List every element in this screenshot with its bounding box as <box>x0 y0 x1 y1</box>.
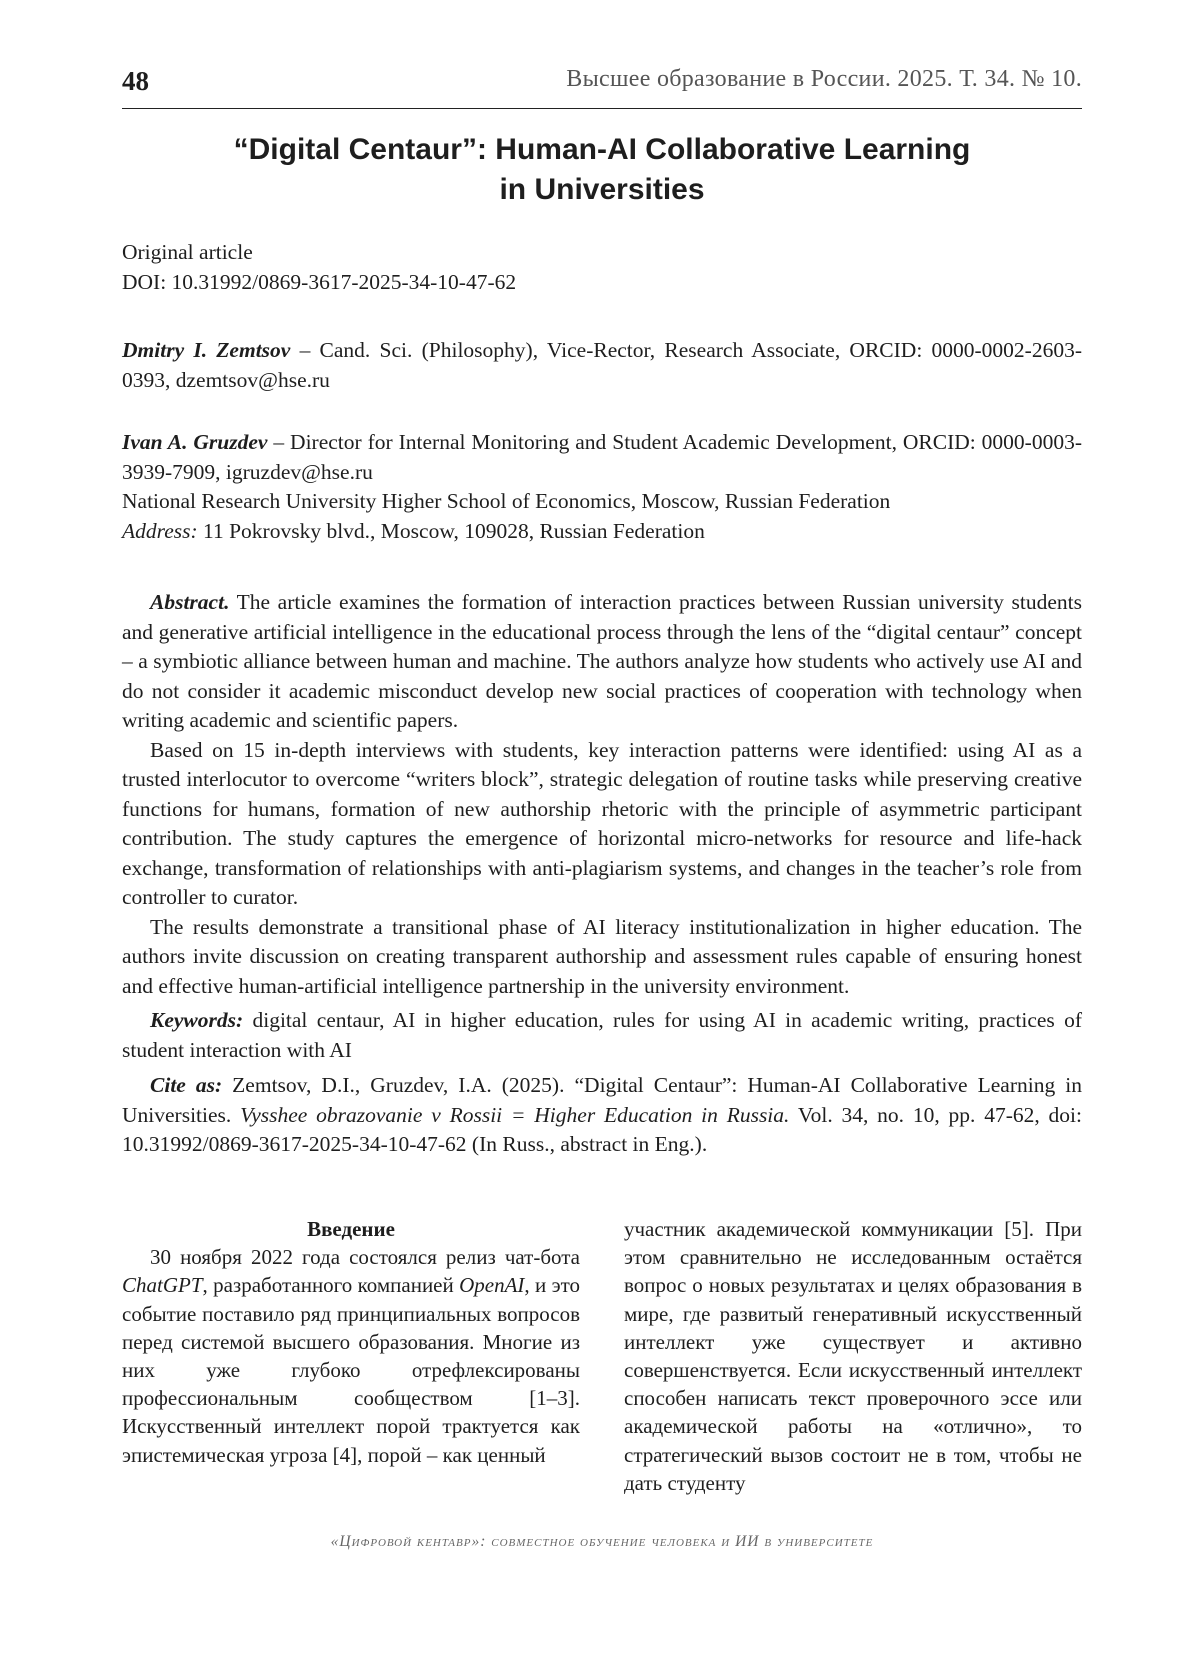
page-number: 48 <box>122 66 149 96</box>
keywords <box>122 1006 1082 1065</box>
intro-continuation: участник академической коммуникации [5]. При этом сравнительно не исследованным остаётся вопрос о новых результатах и целях образования в мире, где развитый генеративный искусственный интеллект уже существует и активно совершенствуется. Если искусственный интеллект способен написать текст проверочного эссе или академической работы на «отлично», то стратегический вызов состоит не в том, чтобы не дать студенту <box>624 1217 1082 1495</box>
article-title <box>122 130 1082 210</box>
intro-openai: OpenAI <box>459 1273 525 1298</box>
cite-text-1: Zemtsov, D.I., Gruzdev, I.A. (2025). “Digital Centaur”: Human-AI Collaborative Learning in Universities. <box>122 1073 1082 1127</box>
keywords-label: Keywords: <box>150 1008 244 1032</box>
author-2 <box>122 428 1082 487</box>
affiliation: National Research University Higher School of Economics, Moscow, Russian Federation <box>122 489 891 513</box>
abstract-label: Abstract. <box>150 590 230 614</box>
intro-text-a: 30 ноября 2022 года состоялся релиз чат-бота <box>150 1245 580 1270</box>
address-value: 11 Pokrovsky blvd., Moscow, 109028, Russian Federation <box>197 518 705 543</box>
body-column-right <box>624 1215 1082 1497</box>
intro-paragraph <box>122 1243 580 1469</box>
keywords-text: digital centaur, AI in higher education, rules for using AI in academic writing, practices of student interaction with AI <box>122 1008 1082 1062</box>
abstract <box>122 588 1082 1160</box>
running-footer: «Цифровой кентавр»: совместное обучение человека и ИИ в университете <box>330 1533 874 1550</box>
cite-label: Cite as: <box>150 1073 223 1097</box>
running-header <box>122 64 1082 109</box>
body-column-left <box>122 1215 580 1469</box>
cite-text-2: Vol. 34, no. 10, pp. 47-62, doi: 10.31992/0869-3617-2025-34-10-47-62 (In Russ., abstract in Eng.). <box>122 1102 1082 1156</box>
title-line-2: in Universities <box>499 173 705 206</box>
abstract-text-1: The article examines the formation of interaction practices between Russian university students and generative artificial intelligence in the educational process through the lens of the “digital centaur” concept – a symbiotic alliance between human and machine. The authors analyze how students who actively use AI and do not consider it academic misconduct develop new social practices of cooperation with technology when writing academic and scientific papers. <box>122 590 1082 732</box>
journal-page <box>122 0 1082 1658</box>
author-2-block <box>122 428 1082 546</box>
article-meta <box>122 238 1082 297</box>
abstract-paragraph-3: The results demonstrate a transitional phase of AI literacy institutionalization in higher education. The authors invite discussion on creating transparent authorship and assessment rules capable of ensuring honest and effective human-artificial intelligence partnership in the university environment. <box>122 914 1082 998</box>
abstract-paragraph-1 <box>122 588 1082 736</box>
author-2-details: – Director for Internal Monitoring and Student Academic Development, ORCID: 0000-0003-3939-7909, igruzdev@hse.ru <box>122 430 1082 484</box>
author-2-name: Ivan A. Gruzdev <box>122 430 268 454</box>
address <box>122 517 1082 547</box>
cite-journal: Vysshee obrazovanie v Rossii = Higher Education in Russia. <box>240 1102 790 1127</box>
journal-citation-line: Высшее образование в России. 2025. Т. 34. № 10. <box>566 66 1082 92</box>
author-1-details: – Cand. Sci. (Philosophy), Vice-Rector, Research Associate, ORCID: 0000-0002-2603-0393, dzemtsov@hse.ru <box>122 338 1082 392</box>
section-heading: Введение <box>307 1217 395 1241</box>
intro-chatgpt: ChatGPT <box>122 1273 203 1298</box>
intro-text-c: , и это событие поставило ряд принципиальных вопросов перед системой высшего образования. Многие из них уже глубоко отрефлексированы профессиональным сообществом [1–3]. Искусственный интеллект порой трактуется как эпистемическая угроза [4], порой – как ценный <box>122 1273 580 1467</box>
abstract-paragraph-2: Based on 15 in-depth interviews with students, key interaction patterns were identified: using AI as a trusted interlocutor to overcome “writers block”, strategic delegation of routine tasks while preserving creative functions for humans, formation of new authorship rhetoric with the principle of asymmetric participant contribution. The study captures the emergence of horizontal micro-networks for resource and life-hack exchange, transformation of relationships with anti-plagiarism systems, and changes in the teacher’s role from controller to curator. <box>122 737 1082 909</box>
body-columns <box>122 1215 1082 1515</box>
title-line-1: “Digital Centaur”: Human-AI Collaborative Learning <box>233 133 971 166</box>
address-label: Address: <box>122 518 198 543</box>
author-1 <box>122 336 1082 395</box>
article-type: Original article <box>122 240 253 264</box>
author-1-name: Dmitry I. Zemtsov <box>122 338 291 362</box>
cite-as <box>122 1071 1082 1160</box>
intro-text-b: , разработанного компанией <box>202 1273 460 1298</box>
doi: DOI: 10.31992/0869-3617-2025-34-10-47-62 <box>122 269 517 294</box>
